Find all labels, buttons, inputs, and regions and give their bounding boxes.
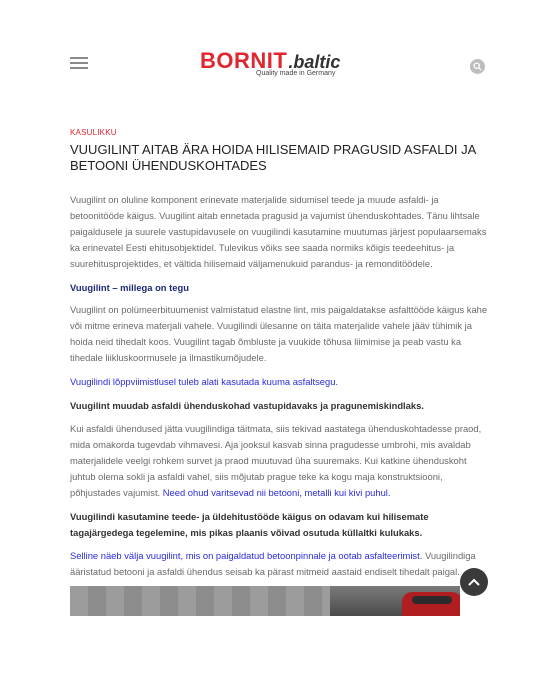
article-image bbox=[70, 586, 460, 616]
logo-tagline: Quality made in Germany bbox=[256, 70, 336, 77]
section3-heading: Vuugilindi kasutamine teede- ja üldehitustööde käigus on odavam kui hilisemate tagajärgedega tegelemine, mis pikas plaanis võivad osutuda küllaltki kulukaks. bbox=[70, 511, 429, 538]
logo-brand-name: BORNIT bbox=[200, 48, 288, 73]
section2-paragraph bbox=[70, 421, 490, 501]
section3-text: Vuugilindiga ääristatud betooni ja asfaldi ühendus seisab ka pärast mitmeid aastaid endiselt tihedalt paigal. bbox=[70, 550, 476, 577]
car-shape bbox=[402, 592, 460, 616]
section2-link[interactable]: Need ohud varitsevad nii betooni, metalli kui kivi puhul. bbox=[162, 487, 391, 498]
logo-brand-suffix: .baltic bbox=[288, 52, 341, 72]
article-category[interactable]: KASULIKKU bbox=[70, 128, 117, 137]
section3-paragraph bbox=[70, 548, 490, 580]
section1-heading: Vuugilint – millega on tegu bbox=[70, 282, 189, 293]
site-logo[interactable] bbox=[200, 48, 360, 80]
arrow-up-icon[interactable] bbox=[460, 568, 488, 596]
section3-link[interactable]: Selline näeb välja vuugilint, mis on paigaldatud betoonpinnale ja ootab asfalteerimist. bbox=[70, 550, 423, 561]
search-icon[interactable] bbox=[470, 59, 485, 74]
section2-text: Kui asfaldi ühendused jätta vuugilindiga täitmata, siis tekivad aastatega ühenduskohtadesse praod, mida omakorda tugevdab vihmavesi. Aja jooksul kasvab sinna pragudesse umbrohi, mis avaldab materjalidele veelgi rohkem survet ja praod muutuvad üha suuremaks. Kui katkine ühenduskoht juhtub olema sokli ja asfaldi vahel, siis mõjutab prague teke ka kogu maja konstruktsiooni, põhjustades vajumist. bbox=[70, 423, 482, 498]
site-header bbox=[0, 0, 560, 110]
article-title: VUUGILINT AITAB ÄRA HOIDA HILISEMAID PRAGUSID ASFALDI JA BETOONI ÜHENDUSKOHTADES bbox=[70, 142, 476, 173]
hamburger-icon[interactable] bbox=[70, 57, 88, 71]
article bbox=[70, 128, 490, 588]
section2-heading: Vuugilint muudab asfaldi ühenduskohad vastupidavaks ja pragunemiskindlaks. bbox=[70, 400, 424, 411]
article-intro: Vuugilint on oluline komponent erinevate materjalide sidumisel teede ja muude asfaldi- ja betoonitööde käigus. Vuugilint aitab ennetada pragusid ja vajumist ühenduskohtades. Tänu lihtsale paigaldusele ja suurele vastupidavusele on vuugilindi kasutamine muutumas järjest populaarsemaks ka erinevatel Eesti ehitusobjektidel. Tulevikus võiks see saada normiks kõigis teedeehitus- ja suurehitusprojektides, et vältida hilisemaid väljamenukuid parandus- ja remonditöödele. bbox=[70, 194, 487, 269]
pavement-shape bbox=[70, 586, 330, 616]
section1-text: Vuugilint on polümeerbituumenist valmistatud elastne lint, mis paigaldatakse asfalttööde käigus kahe või mitme erineva materjali vahele. Vuugilindi ülesanne on täita materjalide vahele jääv tühimik ja hoida neid tihedalt koos. Vuugilint tagab õmbluste ja vuukide tõhusa liimimise ja peab vastu ka tihedale liikluskoormusele ja ilmastikumõjudele. bbox=[70, 304, 488, 363]
section1-link[interactable]: Vuugilindi lõppviimistlusel tuleb alati kasutada kuuma asfaltsegu. bbox=[70, 376, 339, 387]
